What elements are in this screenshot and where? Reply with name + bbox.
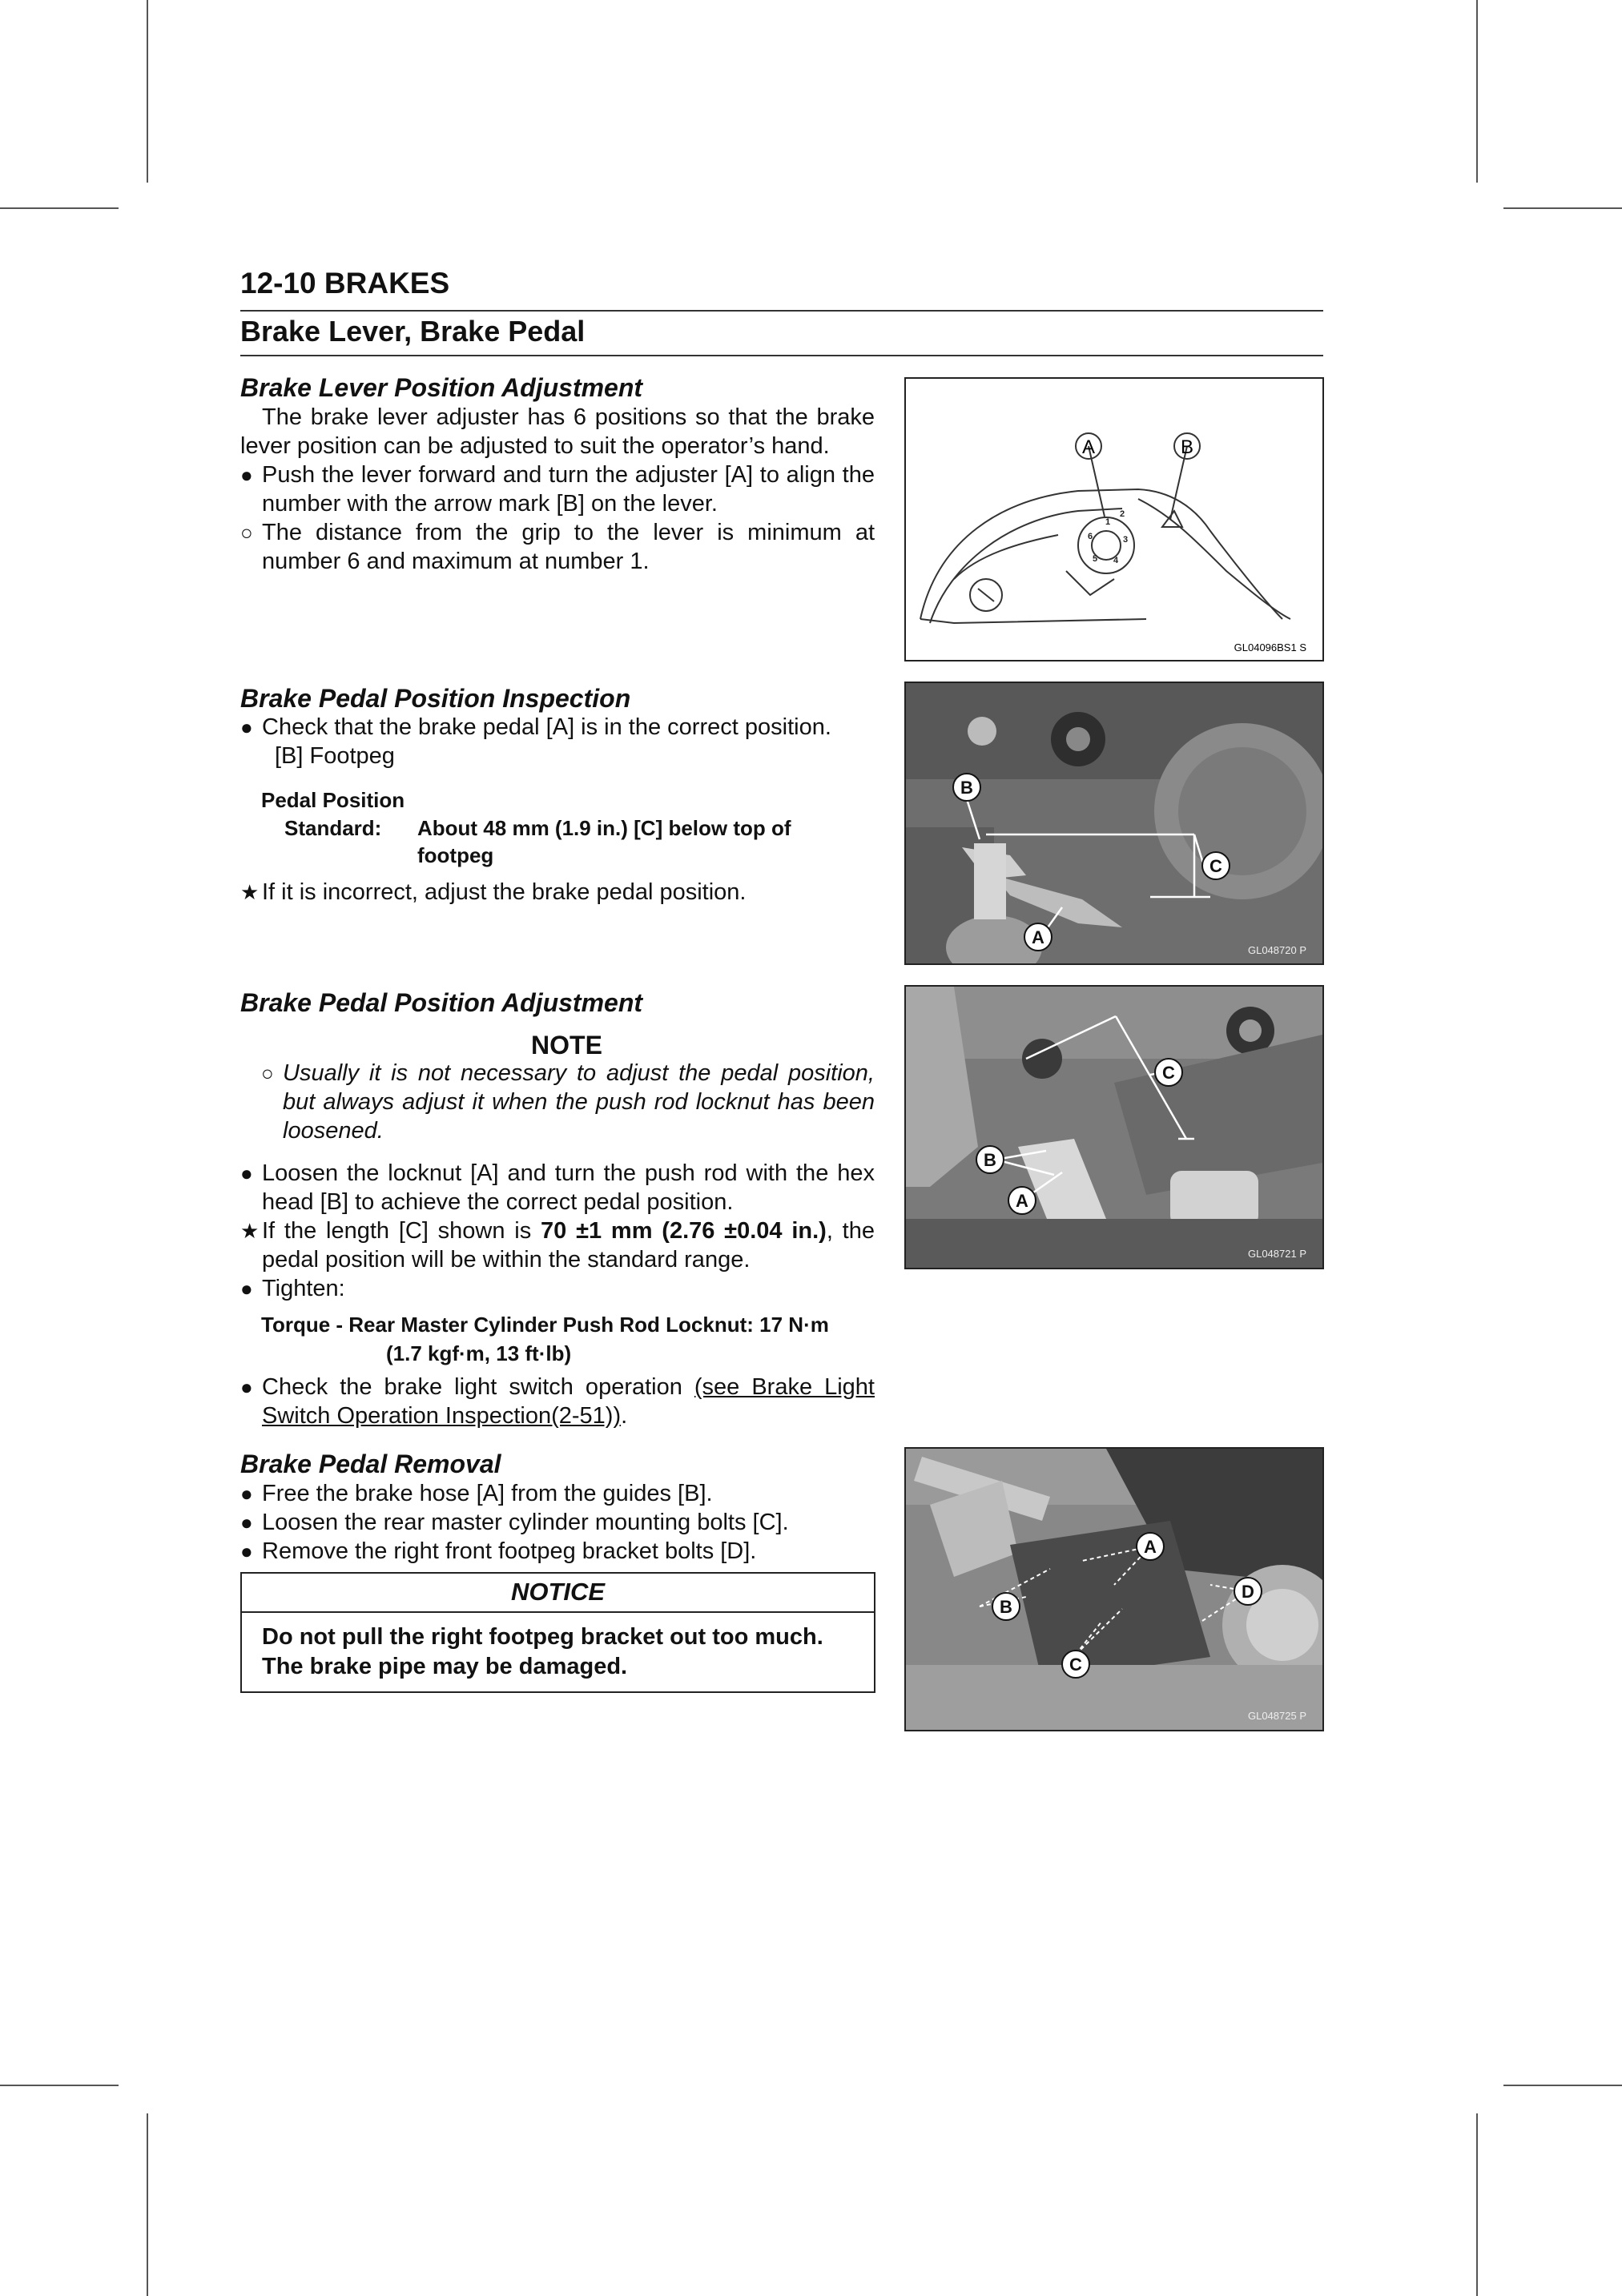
crop-mark-bottom-right-vertical	[1476, 2113, 1478, 2296]
notice-title: NOTICE	[242, 1574, 874, 1613]
lever-note-1: ○ The distance from the grip to the lever is minimum at number 6 and maximum at number 1.	[240, 520, 875, 574]
note-line: ○ Usually it is not necessary to adjust the pedal position, but always adjust it when the push rod locknut has been loosened.	[261, 1060, 875, 1144]
dial-number-6: 6	[1087, 532, 1093, 541]
label-c: C	[1162, 1063, 1175, 1083]
label-a: A	[1016, 1191, 1028, 1211]
lever-adjustment-body	[240, 403, 875, 576]
inspection-star-line: ★ If it is incorrect, adjust the brake pedal position.	[240, 879, 747, 905]
crop-mark-bottom-left-vertical	[147, 2113, 148, 2296]
dial-number-1: 1	[1105, 517, 1111, 527]
crop-mark-top-right-horizontal	[1503, 207, 1622, 209]
removal-bullet-2: ● Loosen the rear master cylinder mounting bolts [C].	[240, 1510, 789, 1535]
section-title: Brake Lever, Brake Pedal	[240, 315, 586, 348]
spec-title: Pedal Position	[261, 788, 405, 812]
bullet-icon: ●	[240, 463, 253, 487]
figure-brake-lever-adjuster	[904, 377, 1324, 661]
star-icon: ★	[240, 880, 260, 904]
page-header: 12-10 BRAKES	[240, 267, 450, 300]
adjustment-bullet-3: ● Check the brake light switch operation (see Brake Light Switch Operation Inspection(2-51)).	[240, 1374, 875, 1429]
lever-adjustment-title: Brake Lever Position Adjustment	[240, 373, 643, 402]
crop-mark-top-right-vertical	[1476, 0, 1478, 183]
figure-pedal-adjustment	[904, 985, 1324, 1269]
pedal-adjustment-title: Brake Pedal Position Adjustment	[240, 988, 643, 1017]
dial-number-3: 3	[1122, 535, 1129, 545]
dial-number-2: 2	[1119, 509, 1125, 519]
label-c: C	[1069, 1655, 1082, 1675]
figure-pedal-position	[904, 682, 1324, 965]
figure-code: GL048721 P	[1247, 1248, 1306, 1260]
torque-line-2: (1.7 kgf·m, 13 ft·lb)	[386, 1341, 572, 1365]
label-c: C	[1209, 856, 1222, 876]
dial-number-5: 5	[1092, 554, 1098, 564]
crop-mark-top-left-vertical	[147, 0, 148, 183]
bullet-icon: ●	[240, 1375, 253, 1399]
notice-text: Do not pull the right footpeg bracket out too much. The brake pipe may be damaged.	[262, 1624, 823, 1679]
pedal-position-photo	[906, 683, 1322, 963]
bullet-icon: ●	[240, 1482, 253, 1506]
pedal-removal-photo	[906, 1449, 1322, 1730]
pedal-inspection-title: Brake Pedal Position Inspection	[240, 684, 631, 713]
label-a: A	[1081, 436, 1096, 458]
note-title: NOTE	[531, 1031, 602, 1060]
crop-mark-bottom-right-horizontal	[1503, 2085, 1622, 2086]
label-a: A	[1032, 927, 1044, 947]
adjustment-star-1: ★ If the length [C] shown is 70 ±1 mm (2.76 ±0.04 in.), the pedal position will be within the standard range.	[240, 1218, 875, 1273]
length-spec: 70 ±1 mm (2.76 ±0.04 in.)	[541, 1218, 827, 1244]
torque-line-1: Torque - Rear Master Cylinder Push Rod Locknut: 17 N·m	[261, 1313, 829, 1337]
note-box	[261, 1059, 875, 1145]
ring-icon: ○	[240, 521, 253, 545]
dial-number-4: 4	[1113, 556, 1119, 565]
label-b: B	[1180, 436, 1194, 458]
brake-lever-drawing	[906, 379, 1322, 660]
adjustment-bullet-3-block	[240, 1373, 875, 1430]
pedal-adjustment-body	[240, 1159, 875, 1303]
spec-label: Standard:	[284, 816, 382, 840]
pedal-adjustment-photo	[906, 987, 1322, 1268]
brake-light-switch-link[interactable]: (see Brake Light Switch Operation Inspection(2-51))	[262, 1374, 875, 1429]
label-b: B	[984, 1150, 996, 1170]
label-b: B	[960, 778, 973, 798]
bullet-icon: ●	[240, 1510, 253, 1534]
removal-bullet-1: ● Free the brake hose [A] from the guides [B].	[240, 1481, 713, 1506]
spec-value: About 48 mm (1.9 in.) [C] below top of footpeg	[417, 816, 791, 867]
bullet-icon: ●	[240, 1277, 253, 1301]
label-b: B	[1000, 1597, 1012, 1617]
pedal-removal-title: Brake Pedal Removal	[240, 1450, 501, 1478]
section-rule	[240, 355, 1323, 356]
lever-bullet-1: ● Push the lever forward and turn the adjuster [A] to align the number with the arrow mark [B] on the lever.	[240, 462, 875, 517]
crop-mark-top-left-horizontal	[0, 207, 119, 209]
label-a: A	[1144, 1537, 1157, 1557]
ring-icon: ○	[261, 1061, 274, 1085]
bullet-icon: ●	[240, 715, 253, 739]
star-icon: ★	[240, 1219, 260, 1243]
crop-mark-bottom-left-horizontal	[0, 2085, 119, 2086]
header-rule	[240, 310, 1323, 312]
inspection-star	[240, 878, 875, 907]
bullet-icon: ●	[240, 1539, 253, 1563]
lever-intro: The brake lever adjuster has 6 positions so that the brake lever position can be adjusted to suit the operator’s hand.	[240, 404, 875, 459]
figure-code: GL048720 P	[1247, 944, 1306, 956]
adjustment-bullet-1: ● Loosen the locknut [A] and turn the push rod with the hex head [B] to achieve the correct pedal position.	[240, 1160, 875, 1215]
adjustment-bullet-2: ● Tighten:	[240, 1276, 345, 1301]
pedal-inspection-body	[240, 713, 875, 770]
label-d: D	[1242, 1582, 1254, 1602]
figure-code: GL04096BS1 S	[1234, 641, 1306, 653]
bullet-icon: ●	[240, 1161, 253, 1185]
inspection-footpeg-legend: [B] Footpeg	[275, 743, 395, 769]
pedal-removal-body	[240, 1479, 875, 1566]
removal-bullet-3: ● Remove the right front footpeg bracket bolts [D].	[240, 1538, 757, 1564]
notice-box	[240, 1572, 875, 1693]
figure-code: GL048725 P	[1247, 1710, 1306, 1722]
figure-pedal-removal	[904, 1447, 1324, 1731]
inspection-bullet-1: ● Check that the brake pedal [A] is in the correct position.	[240, 714, 831, 740]
